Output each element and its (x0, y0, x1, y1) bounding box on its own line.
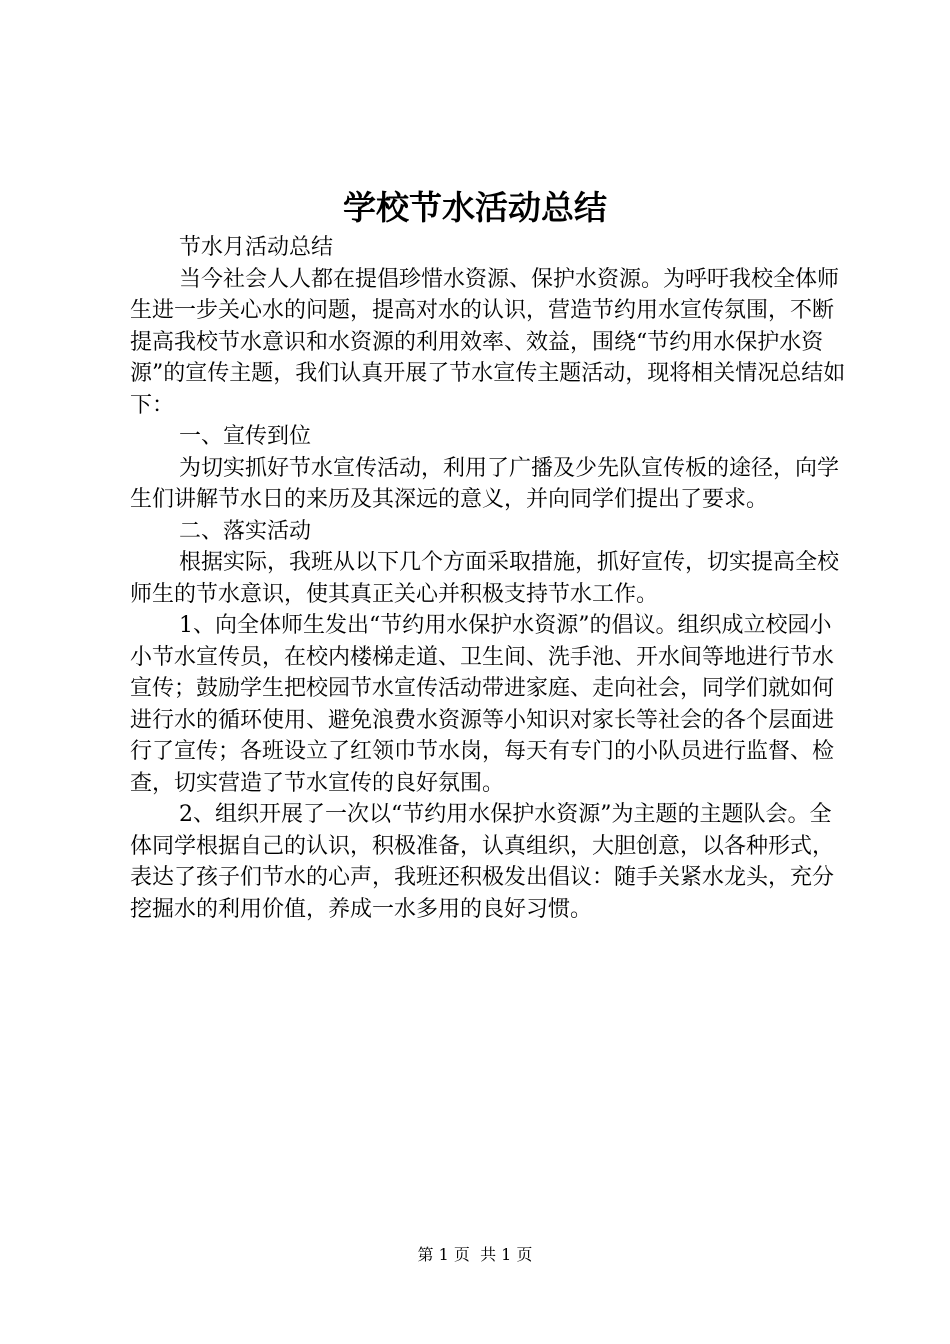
document-body (130, 232, 852, 925)
measure-1-paragraph: 1、向全体师生发出“节约用水保护水资源”的倡议。组织成立校园小小节水宣传员，在校内楼梯走道、卫生间、洗手池、开水间等地进行节水宣传；鼓励学生把校园节水宣传活动带进家庭、走向社会，同学们就如何进行水的循环使用、避免浪费水资源等小知识对家长等社会的各个层面进行了宣传；各班设立了红领巾节水岗，每天有专门的小队员进行监督、检查，切实营造了节水宣传的良好氛围。 (130, 613, 835, 796)
page-number: 第 1 页 共 1 页 (417, 1245, 533, 1264)
document-title: 学校节水活动总结 (343, 188, 607, 227)
measure-2-paragraph: 2、组织开展了一次以“节约用水保护水资源”为主题的主题队会。全体同学根据自己的认识，积极准备，认真组织，大胆创意，以各种形式，表达了孩子们节水的心声，我班还积极发出倡议：随手关紧水龙头，充分挖掘水的利用价值，养成一水多用的良好习惯。 (130, 802, 835, 922)
section-heading-publicity: 一、宣传到位 (179, 424, 312, 449)
section-heading-implementation: 二、落实活动 (179, 518, 312, 544)
implementation-paragraph: 根据实际，我班从以下几个方面采取措施，抓好宣传，切实提高全校师生的节水意识，使其真正关心并积极支持节水工作。 (130, 550, 840, 607)
subtitle-paragraph: 节水月活动总结 (179, 235, 334, 260)
publicity-paragraph: 为切实抓好节水宣传活动，利用了广播及少先队宣传板的途径，向学生们讲解节水日的来历及其深远的意义，并向同学们提出了要求。 (130, 455, 840, 512)
intro-paragraph: 当今社会人人都在提倡珍惜水资源、保护水资源。为呼吁我校全体师生进一步关心水的问题，提高对水的认识，营造节约用水宣传氛围，不断提高我校节水意识和水资源的利用效率、效益，围绕“节约用水保护水资源”的宣传主题，我们认真开展了节水宣传主题活动，现将相关情况总结如下： (130, 266, 846, 418)
page-footer (0, 1244, 950, 1266)
